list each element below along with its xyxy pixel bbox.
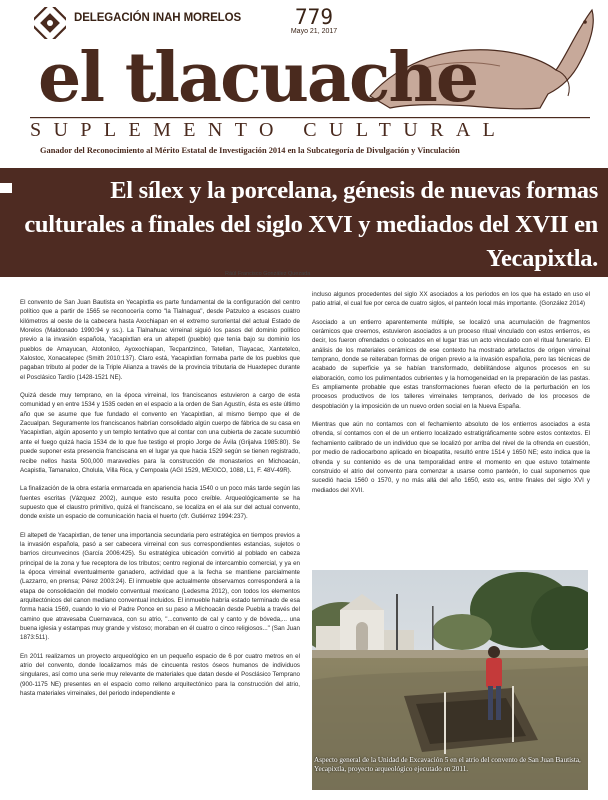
left-column [20,298,300,794]
paragraph: El altepetl de Yacapixtlan, de tener una importancia secundaria pero estratégica en tiempos previos a la invasión española, pasó a ser cabecera virreinal con sus correspondientes estancias, sujetos o barrios circunvecinos (García 2006:425). Su estratégica ubicación convirtió al poblado en cabeza principal de la zona y fue receptora de los tributos; centro regional de intercambio comercial, y ya en la época virreinal eventualmente ganadero, actividad que a la fecha se mantiene parcialmente (Lazzarro, en prensa; Pérez 2003:24). El inmueble que actualmente observamos corresponderá a la etapa de consolidación del modelo conventual mexicano (Ledesma 2012), con todos los elementos arquitectónicos del canon mediano conventual incluidos. El inmueble habría estado terminado de esa forma hacia 1569, cuando lo vio el Padre Ponce en su paso a Michoacán desde Puebla a través del camino que atravesaba Cuernavaca, con su atrio, "...convento de cal y canto y de bóveda,... una buena iglesia y estampas muy grande y vistoso; moraban en él cuatro o cinco religiosos..." (San Juan 1873:511). [20,531,300,642]
award-line: Ganador del Reconocimiento al Mérito Estatal de Investigación 2014 en la Subcategoría de Divulgación y Vinculación [40,146,460,155]
issue-info [282,6,346,35]
paragraph: Quizá desde muy temprano, en la época virreinal, los franciscanos estuvieron a cargo de esta comunidad y en entre 1534 y 1535 ceden en el espacio a la orden de San Agustín, ésta es este último año que se asume que fue fundado el convento en Yacapixtlan, al mismo tiempo que el de Zacualpan. Seguramente los franciscanos habrían consolidado algún cuerpo de fábrica de su casa en Yacapixtlan, algún aposento y un templo tentativo que al contar con una cubierta de zacate sucumbió ante el fuego quizá hacia 1534 de lo que fue testigo el propio Jorge de Ávila (Grijalva 1985:80). Se puede suponer esta presencia franciscana en el lugar ya que hacia 1529 según se tienen registrado, recibe nellos hasta 500,000 maravedíes para la construcción de monasterios en Michoacán, Acapistla, Tamanalco, Cholula, Villa Rica, y Cempoala (AGI 1529, MEXICO, 1088, L1, F. 48V-49R). [20,392,300,474]
article-author: Ráúl Francisco González Quezada [225,271,311,277]
issue-number: 779 [295,5,333,29]
section-heading: SUPLEMENTO CULTURAL [30,119,508,141]
paragraph: Asociado a un entierro aparentemente múltiple, se localizó una acumulación de fragmentos cerámicos que creemos, estuvieron asociados a un proceso ritual vinculado con estos entierros, es decir, los fueron ofrendados o colocados en el lugar tras un acto vinculado con el ritual funerario. El análisis de los materiales cerámicos de ese contexto ha mostrado artefactos de origen virreinal temprano, donde se reiteraban formas de origen previo a la invasión española, pero las técnicas de acabado de superficie ya se habían transformado, debilitándose algunos procesos en su elaboración, como los pulimentados cubrientes y la homogeneidad en la preparación de las pastas. Es ampliamente probable que estas transformaciones fueran efecto de la perturbación en los procesos productivos de los talleres virreinales tempranos, derivado de los procesos de despoblación y la imposición de un nuevo orden social en la Nueva España. [312,318,590,410]
photo-caption: Aspecto general de la Unidad de Excavación 5 en el atrio del convento de San Juan Bautista, Yecapixtla, proyecto arqueológico ejecutado en 2011. [314,756,581,773]
paragraph: Mientras que aún no contamos con el fechamiento absoluto de los entierros asociados a esta ofrenda, sí contamos con el de un entierro localizado estratigráficamente sobre estos contextos. El fechamiento calibrado de un individuo que se localizó por arriba del nivel de la ofrenda en cuestión, por medio de radiocarbono aplicado en bioapatita, resultó entre 1514 y 1650 NE; esto indica que la ofrenda y su contenido es de una temporalidad entre el momento en que estuvo totalmente construido el atrio del convento para comenzar a usarse como panteón, lo cual suponemos que sucedió hacia 1560 o 1570, y no más allá del año 1650, esto es, entre finales del siglo XVI y mediados del XVII. [312,421,590,494]
issue-date: Mayo 21, 2017 [290,28,338,35]
paragraph: El convento de San Juan Bautista en Yecapixtla es parte fundamental de la configuración del centro político que a partir de 1565 se reconocería como "la Tlalnagua", desde Patzulco a escasos cuatro kilómetros al oeste de la cabecera hasta Axochiapan en el extremo suroriental del actual Estado de Morelos (Maldonado 1990:94 y ss.). La Tlalnahuac virreinal siguió los pasos del dominio político previo a la invasión española, Yacapixtlan era un altepetl (pueblo) que tenía bajo su dominio los pueblos de Amayucan, Atotonilco, Ayoxochiapan, Tecpantzinco, Tetellan, Tlayacac, Xantetelco, Xalostoc, Xonacatepec (Smith 2010:137). Claro está, Yacapixtlan formaba parte de los pueblos que pagaban tributo al poder de la Triple Alianza a través de la provincia tributaria de Huaxtepec durante el Posclásico Tardío (1428-1521 NE). [20,299,300,381]
paragraph: En 2011 realizamos un proyecto arqueológico en un pequeño espacio de 6 por cuatro metros en el atrio del convento, donde localizamos más de cincuenta restos óseos humanos de individuos singulares, así como una serie muy relevante de materiales que datan desde el Posclásico Temprano (900-1175 NE) presentes en el espacio como relleno arquitectónico para la construcción del atrio, hasta materiales virreinales, del periodo independiente e [20,652,300,698]
inah-logo-icon [34,7,66,39]
article-title: El sílex y la porcelana, génesis de nuevas formas culturales a finales del siglo XVI y mediados del XVII en Yecapixtla. [24,177,598,272]
right-column [312,290,590,570]
paragraph: incluso algunos procedentes del siglo XX asociados a los periodos en los que ha estado en uso el patio atrial, el cual fue por cerca de cuatro siglos, el panteón local más importante. (González 2014) [312,291,590,308]
paragraph: La finalización de la obra estaría enmarcada en apariencia hacia 1540 o un poco más tarde según las fuentes escritas (Vázquez 2002), aunque esto resulta poco creíble. Arqueológicamente se ha supuesto que el claustro primitivo, quizá el franciscano, se localiza en el ala sur del actual convento, donde existe un espacio de comunicación hacia el huerto (cfr. Gutiérrez 1994:237). [20,485,300,521]
organization-name: DELEGACIÓN INAH MORELOS [74,12,242,24]
publication-brand: el tlacuache [38,38,478,118]
